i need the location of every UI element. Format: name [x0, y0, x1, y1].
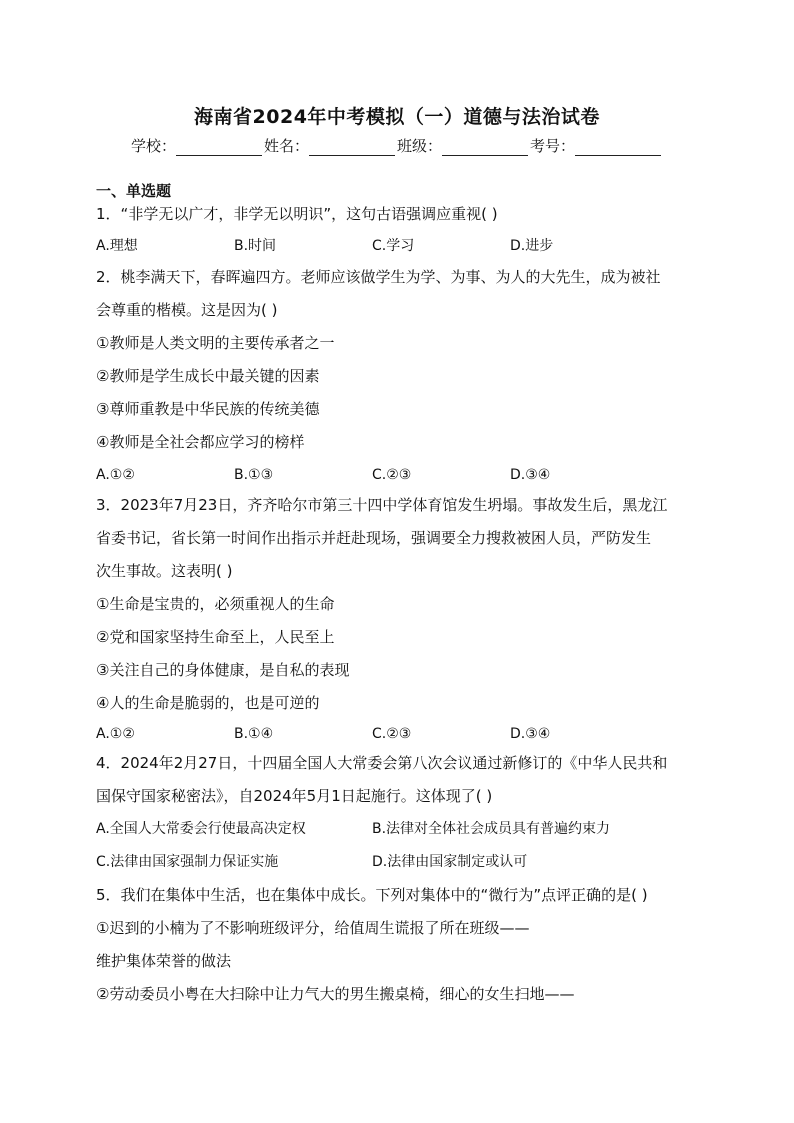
school-field [131, 135, 264, 156]
q4-option-c[interactable]: C.法律由国家强制力保证实施 [96, 854, 279, 870]
q5-statement-1a: ①迟到的小楠为了不影响班级评分，给值周生谎报了所在班级—— [96, 919, 530, 937]
q5-stem: 5．我们在集体中生活，也在集体中成长。下列对集体中的“微行为”点评正确的是( ) [96, 886, 648, 904]
q2-option-d[interactable]: D.③④ [510, 467, 551, 483]
q5-statement-1b: 维护集体荣誉的做法 [96, 952, 232, 970]
q1-option-d[interactable]: D.进步 [510, 238, 554, 254]
q2-statement-2: ②教师是学生成长中最关键的因素 [96, 367, 320, 385]
class-blank[interactable] [442, 139, 528, 156]
class-field [397, 135, 530, 156]
number-field [530, 135, 663, 156]
q3-statement-4: ④人的生命是脆弱的，也是可逆的 [96, 694, 320, 712]
exam-title: 海南省2024年中考模拟（一）道德与法治试卷 [194, 106, 600, 128]
q2-option-a[interactable]: A.①② [96, 467, 135, 483]
q2-statement-4: ④教师是全社会都应学习的榜样 [96, 433, 305, 451]
q2-statement-3: ③尊师重教是中华民族的传统美德 [96, 400, 320, 418]
q1-stem: 1．“非学无以广才，非学无以明识”，这句古语强调应重视( ) [96, 205, 498, 223]
name-label: 姓名： [263, 137, 309, 155]
q5-statement-2: ②劳动委员小粤在大扫除中让力气大的男生搬桌椅，细心的女生扫地—— [96, 985, 575, 1003]
number-blank[interactable] [575, 139, 661, 156]
q4-option-d[interactable]: D.法律由国家制定或认可 [372, 854, 528, 870]
school-label: 学校： [130, 137, 176, 155]
class-label: 班级： [397, 137, 443, 155]
q3-option-c[interactable]: C.②③ [372, 726, 412, 742]
q1-option-a[interactable]: A.理想 [96, 238, 138, 254]
student-info-row [0, 135, 794, 156]
q3-stem-line2: 省委书记，省长第一时间作出指示并赶赴现场，强调要全力搜救被困人员，严防发生 [96, 529, 652, 547]
q4-option-a[interactable]: A.全国人大常委会行使最高决定权 [96, 821, 306, 837]
q2-stem-line2: 会尊重的楷模。这是因为( ) [96, 301, 278, 319]
q3-stem-line1: 3．2023年7月23日，齐齐哈尔市第三十四中学体育馆发生坍塌。事故发生后，黑龙江 [96, 496, 668, 514]
q3-statement-3: ③关注自己的身体健康，是自私的表现 [96, 661, 350, 679]
q2-statement-1: ①教师是人类文明的主要传承者之一 [96, 334, 335, 352]
section-heading: 一、单选题 [96, 182, 172, 200]
q3-stem-line3: 次生事故。这表明( ) [96, 562, 233, 580]
q3-option-b[interactable]: B.①④ [234, 726, 274, 742]
q4-option-b[interactable]: B.法律对全体社会成员具有普遍约束力 [372, 821, 611, 837]
q2-stem-line1: 2．桃李满天下，春晖遍四方。老师应该做学生为学、为事、为人的大先生，成为被社 [96, 268, 661, 286]
q4-stem-line2: 国保守国家秘密法》，自2024年5月1日起施行。这体现了( ) [96, 787, 493, 805]
school-blank[interactable] [176, 139, 262, 156]
name-field [264, 135, 397, 156]
q3-statement-1: ①生命是宝贵的，必须重视人的生命 [96, 595, 335, 613]
q3-option-d[interactable]: D.③④ [510, 726, 551, 742]
number-label: 考号： [530, 137, 576, 155]
q2-option-c[interactable]: C.②③ [372, 467, 412, 483]
q3-option-a[interactable]: A.①② [96, 726, 135, 742]
q1-option-c[interactable]: C.学习 [372, 238, 415, 254]
q4-stem-line1: 4．2024年2月27日，十四届全国人大常委会第八次会议通过新修订的《中华人民共和 [96, 754, 668, 772]
q2-option-b[interactable]: B.①③ [234, 467, 274, 483]
q3-statement-2: ②党和国家坚持生命至上，人民至上 [96, 628, 335, 646]
q1-option-b[interactable]: B.时间 [234, 238, 277, 254]
name-blank[interactable] [309, 139, 395, 156]
